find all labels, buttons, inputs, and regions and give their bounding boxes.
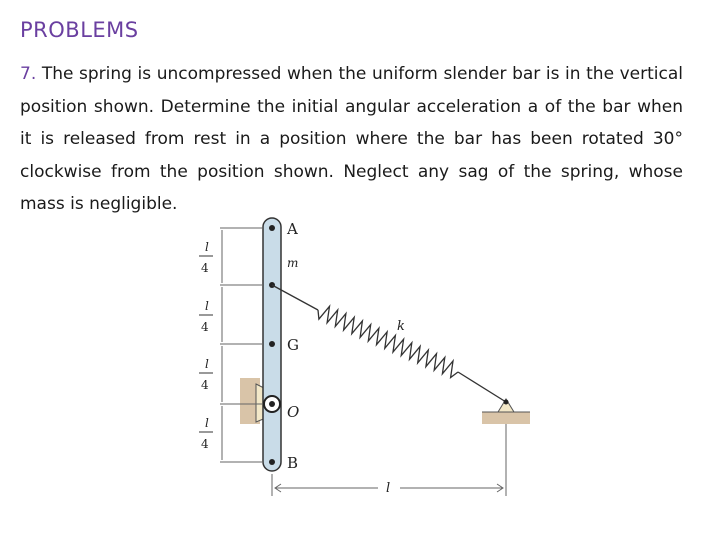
label-g: G (287, 336, 299, 354)
label-o: O (287, 403, 300, 421)
spring-constant-label: k (397, 319, 405, 334)
svg-text:4: 4 (201, 378, 209, 392)
spring (272, 285, 506, 402)
dimension-label-2 (199, 299, 213, 334)
svg-text:l: l (205, 357, 209, 371)
problem-text: The spring is uncompressed when the uniform slender bar is in the vertical position shown. Determine the initial angular acceleration a of the bar when it is released from rest in a position where the bar has been rotated 30° clockwise from the position shown. Neglect any sag of the spring, whose mass is negligible. (20, 64, 683, 214)
point-b (269, 459, 275, 465)
svg-text:4: 4 (201, 320, 209, 334)
dimension-lines (220, 228, 262, 462)
mass-label: m (287, 256, 299, 270)
dimension-label-1 (199, 240, 213, 275)
pivot-o (264, 396, 280, 412)
page-title: PROBLEMS (20, 18, 139, 42)
right-support (482, 399, 530, 424)
point-g (269, 341, 275, 347)
svg-text:4: 4 (201, 437, 209, 451)
dimension-label-3 (199, 357, 213, 392)
length-label: l (386, 481, 391, 496)
svg-text:l: l (205, 299, 209, 313)
label-a: A (287, 220, 298, 238)
svg-text:l: l (205, 416, 209, 430)
dimension-label-4 (199, 416, 213, 451)
label-b: B (287, 454, 299, 472)
svg-text:l: l (205, 240, 209, 254)
svg-text:4: 4 (201, 261, 209, 275)
point-a (269, 225, 275, 231)
problem-number: 7. (20, 64, 37, 84)
